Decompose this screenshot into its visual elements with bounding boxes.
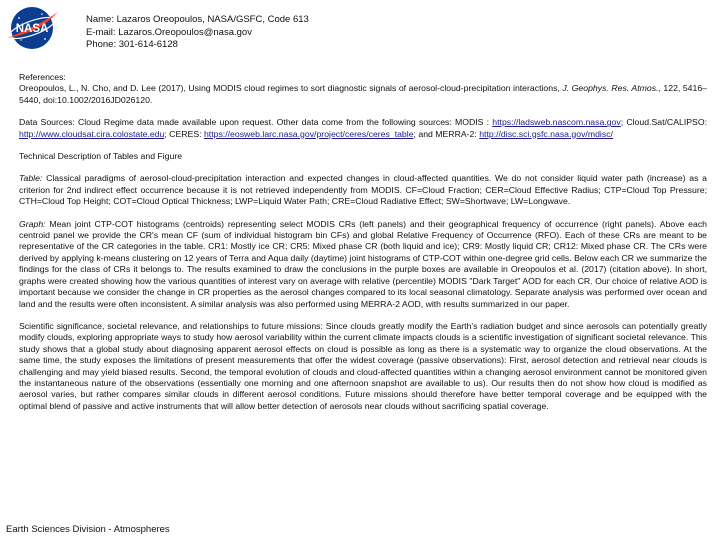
merra-link[interactable]: http://disc.sci.gsfc.nasa.gov/mdisc/ — [479, 128, 613, 139]
separator-text: ; Cloud.Sat/CALIPSO: — [620, 117, 707, 128]
graph-label: Graph: — [19, 218, 46, 229]
reference-journal: J. Geophys. Res. Atmos. — [562, 83, 659, 94]
footer-division: Earth Sciences Division - Atmospheres — [6, 524, 170, 535]
data-sources-intro: Data Sources: Cloud Regime data made available upon request. Other data come from the following sources: MODIS : — [19, 117, 493, 128]
reference-details: , 122, 5416–5440, doi:10.1002/2016JD026120. — [19, 83, 707, 105]
reference-authors-title: Oreopoulos, L., N. Cho, and D. Lee (2017), Using MODIS cloud regimes to sort diagnostic signals of aerosol-cloud-precipitation interactions, — [19, 83, 563, 94]
calipso-link[interactable]: http://www.cloudsat.cira.colostate.edu — [19, 128, 165, 139]
nasa-meatball-icon — [4, 4, 60, 52]
separator-text: ; CERES: — [164, 128, 204, 139]
graph-description — [19, 219, 707, 310]
logo-text: NASA — [15, 23, 49, 35]
ceres-link[interactable]: https://eosweb.larc.nasa.gov/project/ceres/ceres_table — [203, 128, 414, 139]
data-sources-section — [19, 117, 707, 140]
main-content — [19, 72, 707, 423]
modis-link[interactable]: https://ladsweb.nascom.nasa.gov — [492, 117, 621, 128]
contact-email: E-mail: Lazaros.Oreopoulos@nasa.gov — [86, 26, 252, 38]
table-description — [19, 173, 707, 207]
table-description-text: Classical paradigms of aerosol-cloud-precipitation interaction and expected changes in cloud-affected quantities. We do not consider liquid water path (increase) as a criterion for 2nd indirect effect occurrence because it is not retrieved independently from MODIS. CF=Cloud Fraction; CER=Cloud Effective Radius; CTP=Cloud Top Pressure; CTH=Cloud Top Height; COT=Cloud Optical Thickness; LWP=Liquid Water Path; CRE=Cloud Radiative Effect; SW=Shortwave; LW=Longwave. — [19, 173, 707, 207]
nasa-logo — [4, 4, 60, 52]
references-section — [19, 72, 707, 106]
significance-paragraph: Scientific significance, societal relevance, and relationships to future missions: Since clouds greatly modify the Earth's radiation budget and since aerosols can potentially greatly modify clouds, exploring appropriate ways to study how aerosol variability within the current climate impacts clouds is a scientific investigation of significant societal relevance. This study shows that a global study about diagnosing apparent aerosol effects on cloud is possible as long as there is a systematic way to organize the cloud observations. At the same time, the study exposes the limitations of present measurements that offer the widest coverage (passive observations): First, aerosol detection and retrieval near clouds is challenging and may yield biased results. Second, the temporal evolution of clouds and cloud-affected quantities within a changing aerosol environment cannot be monitored given the instantaneous nature of the observations (essentially one morning and one afternoon snapshot are available to us). Our results then do not show how cloud is modified as aerosol varies, but rather compares similar clouds in different aerosol conditions. Future missions should therefore have better temporal coverage and be equipped with the optimal blend of passive and active instruments that will allow better detection of aerosols near clouds without sacrificing spatial coverage. — [19, 320, 707, 411]
table-label: Table: — [19, 173, 43, 184]
graph-description-text: Mean joint CTP-COT histograms (centroids) representing select MODIS CRs (left panels) and their geographical frequency of occurrence (right panels). Above each centroid panel we provide the CR's mean CF (sum of individual histogram bin CFs) and global Relative Frequency of Occurrence (RFO). Each of these CRs are meant to be representative of the CR categories in the table. CR1: Mostly ice CR; CR5: Mixed phase CR (both liquid and ice); CR9: Mostly liquid CR; CR12: Mixed phase CR. The CRs were derived by applying k-means clustering on 12 years of Terra and Aqua daily (daytime) joint histograms of CTP-COT within one-degree grid cells. Below each CR we summarize the findings for the class of CRs it belongs to. The results examined to draw the conclusions in the purple boxes are available in Oreopoulos et al. (2017) (citation above). In short, graphs were created showing how the various quantities of interest vary on average with relative (percentile) MODIS "Dark Target" AOD for each CR. Our choice of relative AOD is important because we consider the change in CR properties as the aerosol changes compared to its local seasonal climatology. Separate analysis was performed over ocean and land and the results were often inconsistent. A similar analysis was also performed using MERRA-2 AOD, with results summarized in our paper. — [19, 218, 707, 309]
contact-block — [86, 14, 309, 52]
contact-phone: Phone: 301-614-6128 — [86, 39, 178, 50]
contact-name: Name: Lazaros Oreopoulos, NASA/GSFC, Code 613 — [86, 14, 309, 25]
separator-text: ; and MERRA-2: — [413, 128, 480, 139]
references-heading: References: — [19, 72, 66, 82]
technical-description-heading: Technical Description of Tables and Figure — [19, 151, 183, 162]
